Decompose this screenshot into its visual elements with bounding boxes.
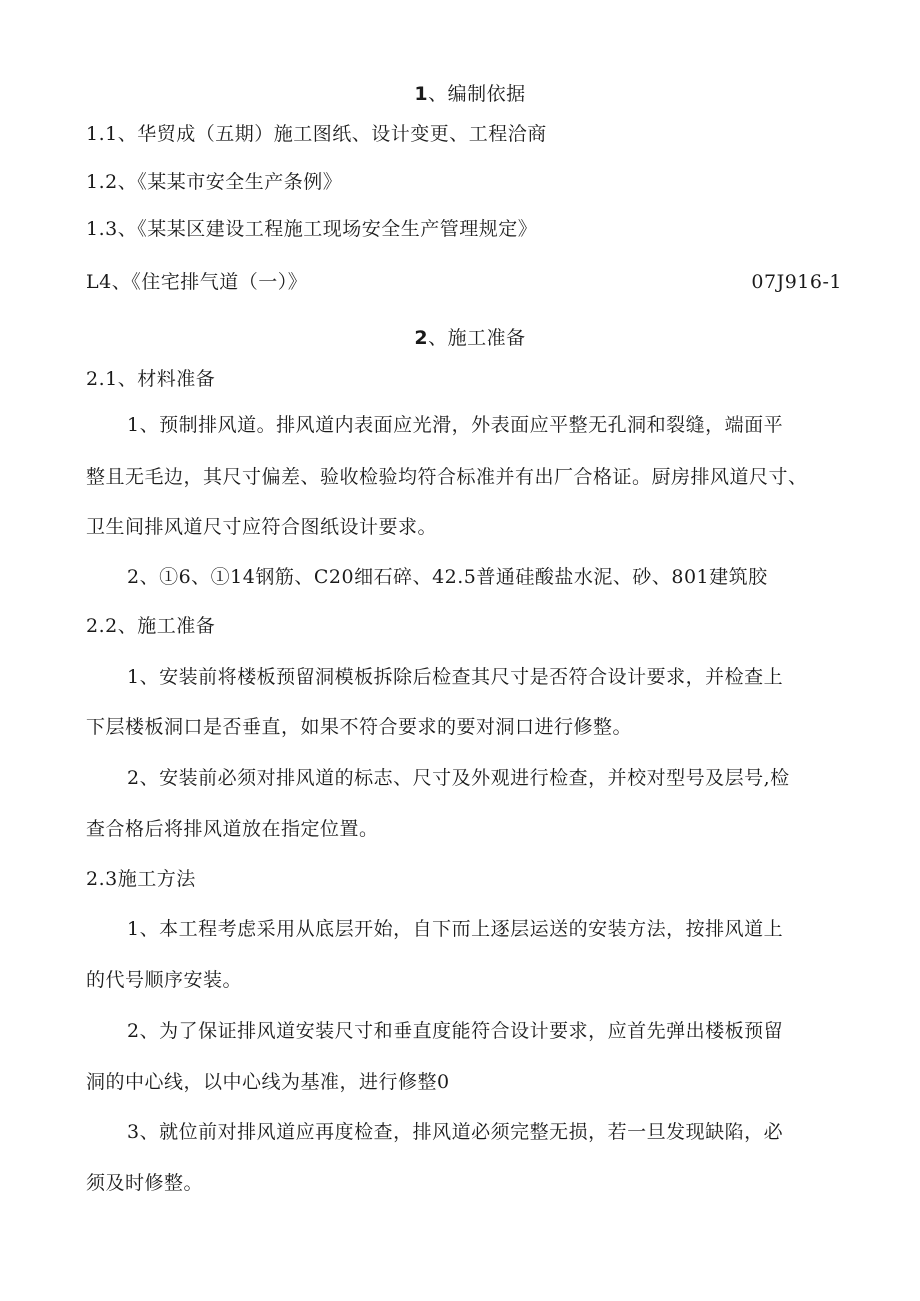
- paragraph-line: 查合格后将排风道放在指定位置。: [86, 818, 379, 840]
- section-1-number: 1: [414, 83, 429, 105]
- paragraph-line: 3、就位前对排风道应再度检查，排风道必须完整无损，若一旦发现缺陷，必: [127, 1121, 784, 1143]
- subsection-2-2-heading: 2.2、施工准备: [86, 615, 216, 637]
- materials-line: 2、①6、①14钢筋、C20细石碎、42.5普通硅酸盐水泥、砂、801建筑胶: [127, 566, 768, 588]
- paragraph-line: 下层楼板洞口是否垂直，如果不符合要求的要对洞口进行修整。: [86, 716, 633, 738]
- subsection-2-1-heading: 2.1、材料准备: [86, 368, 216, 390]
- paragraph-line: 1、预制排风道。排风道内表面应光滑，外表面应平整无孔洞和裂缝，端面平: [127, 414, 784, 436]
- section-1-heading: [0, 81, 920, 107]
- section-2-title: 、施工准备: [428, 327, 526, 349]
- paragraph-line: 卫生间排风道尺寸应符合图纸设计要求。: [86, 516, 438, 538]
- paragraph-line: 洞的中心线，以中心线为基准，进行修整0: [86, 1071, 450, 1093]
- item-1-4-code: 07J916-1: [751, 271, 842, 293]
- paragraph-line: 2、为了保证排风道安装尺寸和垂直度能符合设计要求，应首先弹出楼板预留: [127, 1020, 784, 1042]
- paragraph-line: 的代号顺序安装。: [86, 969, 243, 991]
- paragraph-line: 2、安装前必须对排风道的标志、尺寸及外观进行检查，并校对型号及层号,检: [127, 767, 790, 789]
- paragraph-line: 须及时修整。: [86, 1172, 204, 1194]
- section-1-title: 、编制依据: [428, 83, 526, 105]
- item-1-4: [86, 269, 842, 295]
- paragraph-line: 1、本工程考虑采用从底层开始，自下而上逐层运送的安装方法，按排风道上: [127, 918, 784, 940]
- section-2-number: 2: [414, 327, 429, 349]
- paragraph-line: 整且无毛边，其尺寸偏差、验收检验均符合标准并有出厂合格证。厨房排风道尺寸、: [86, 466, 808, 488]
- subsection-2-3-heading: 2.3施工方法: [86, 868, 196, 890]
- item-1-4-title: L4、《住宅排气道（一）》: [86, 271, 308, 293]
- section-2-heading: [0, 325, 920, 351]
- paragraph-line: 1、安装前将楼板预留洞模板拆除后检查其尺寸是否符合设计要求，并检查上: [127, 666, 784, 688]
- item-1-2: 1.2、《某某市安全生产条例》: [86, 171, 343, 193]
- item-1-1: 1.1、华贸成（五期）施工图纸、设计变更、工程洽商: [86, 123, 547, 145]
- item-1-3: 1.3、《某某区建设工程施工现场安全生产管理规定》: [86, 218, 538, 240]
